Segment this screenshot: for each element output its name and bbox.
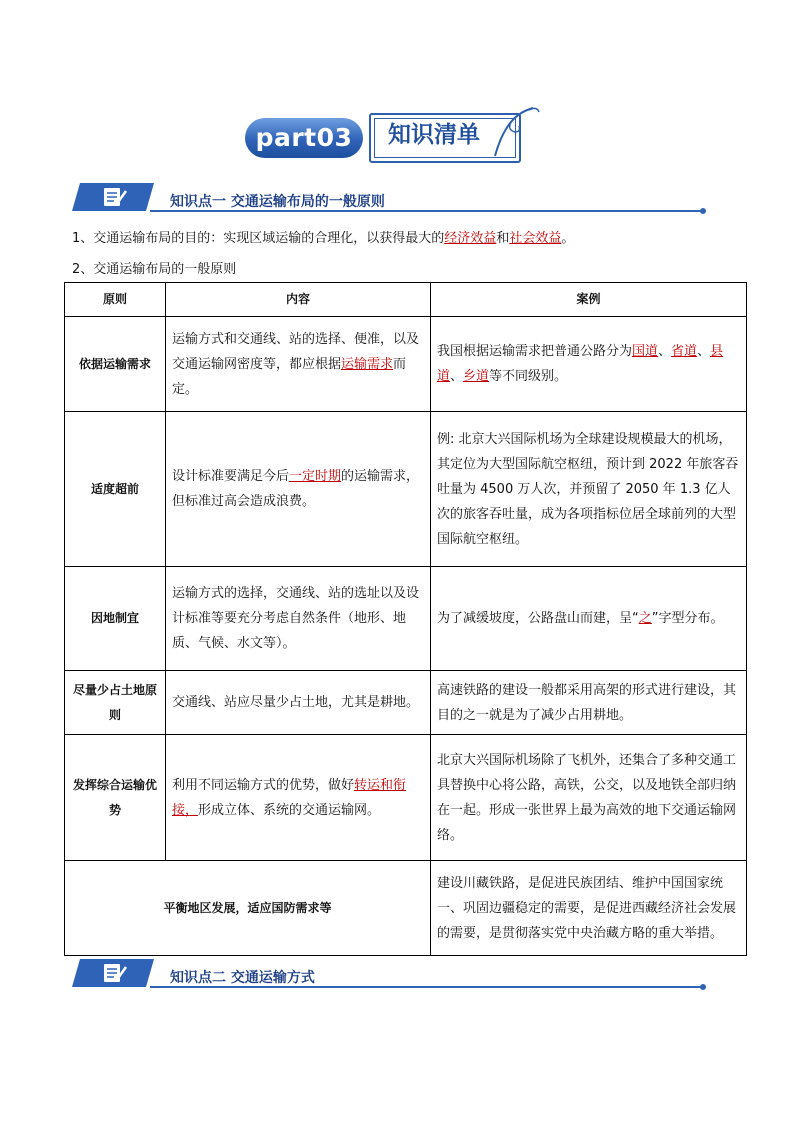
principle-cell: 发挥综合运输优势 <box>65 735 166 861</box>
para-text: 。 <box>561 231 575 246</box>
example-cell: 为了减缓坡度，公路盘山而建，呈“之”字型分布。 <box>431 567 747 671</box>
part-header-badge <box>245 104 545 164</box>
example-cell: 建设川藏铁路，是促进民族团结、维护中国国家统一、巩固边疆稳定的需要，是促进西藏经济社会发展的需要，是贯彻落实党中央治藏方略的重大举措。 <box>431 861 747 956</box>
table-row <box>65 567 747 671</box>
example-cell: 我国根据运输需求把普通公路分为国道、省道、县道、乡道等不同级别。 <box>431 317 747 412</box>
section-heading-2 <box>72 959 704 991</box>
part-label: part03 <box>245 118 363 158</box>
table-header-row <box>65 283 747 317</box>
underlined-term: 社会效益 <box>509 231 562 246</box>
scroll-decoration-icon <box>485 104 545 164</box>
section-rule <box>150 210 704 212</box>
section-rule-dot <box>700 208 706 214</box>
para-text: 1、交通运输布局的目的：实现区域运输的合理化，以获得最大的 <box>72 231 445 246</box>
notepad-icon <box>72 183 154 211</box>
table-row <box>65 735 747 861</box>
page-title: 知识清单 <box>388 122 480 148</box>
example-cell: 北京大兴国际机场除了飞机外，还集合了多种交通工具替换中心将公路，高铁，公交，以及地铁全部归纳在一起。形成一张世界上最为高效的地下交通运输网络。 <box>431 735 747 861</box>
example-cell: 高速铁路的建设一般都采用高架的形式进行建设，其目的之一就是为了减少占用耕地。 <box>431 671 747 735</box>
section-title: 知识点一 交通运输布局的一般原则 <box>170 194 385 210</box>
table-row <box>65 317 747 412</box>
content-cell: 交通线、站应尽量少占土地，尤其是耕地。 <box>166 671 431 735</box>
table-row <box>65 861 747 956</box>
content-cell: 运输方式和交通线、站的选择、便准，以及交通运输网密度等，都应根据运输需求而定。 <box>166 317 431 412</box>
section-rule <box>150 986 704 988</box>
column-header: 原则 <box>65 283 166 317</box>
table-row <box>65 671 747 735</box>
paragraph-principles: 2、交通运输布局的一般原则 <box>72 262 237 277</box>
content-cell: 利用不同运输方式的优势，做好转运和衔接，形成立体、系统的交通运输网。 <box>166 735 431 861</box>
principle-cell: 依据运输需求 <box>65 317 166 412</box>
para-text: 和 <box>496 231 510 246</box>
column-header: 内容 <box>166 283 431 317</box>
section-heading-1 <box>72 183 704 215</box>
notepad-icon <box>72 959 154 987</box>
principle-cell: 因地制宜 <box>65 567 166 671</box>
principle-cell: 尽量少占土地原则 <box>65 671 166 735</box>
principles-table <box>64 282 747 956</box>
underlined-term: 经济效益 <box>444 231 497 246</box>
principle-cell: 平衡地区发展，适应国防需求等 <box>65 861 431 956</box>
column-header: 案例 <box>431 283 747 317</box>
content-cell: 运输方式的选择，交通线、站的选址以及设计标准等要充分考虑自然条件（地形、地质、气候、水文等）。 <box>166 567 431 671</box>
content-cell: 设计标准要满足今后一定时期的运输需求，但标准过高会造成浪费。 <box>166 412 431 567</box>
example-cell: 例: 北京大兴国际机场为全球建设规模最大的机场，其定位为大型国际航空枢纽，预计到 2022 年旅客吞吐量为 4500 万人次，并预留了 2050 年 1.3 亿人次的旅客吞吐量，成为各项指标位居全球前列的大型国际航空枢纽。 <box>431 412 747 567</box>
table-row <box>65 412 747 567</box>
section-rule-dot <box>700 984 706 990</box>
section-title: 知识点二 交通运输方式 <box>170 970 315 986</box>
paragraph-purpose <box>72 227 574 246</box>
principle-cell: 适度超前 <box>65 412 166 567</box>
